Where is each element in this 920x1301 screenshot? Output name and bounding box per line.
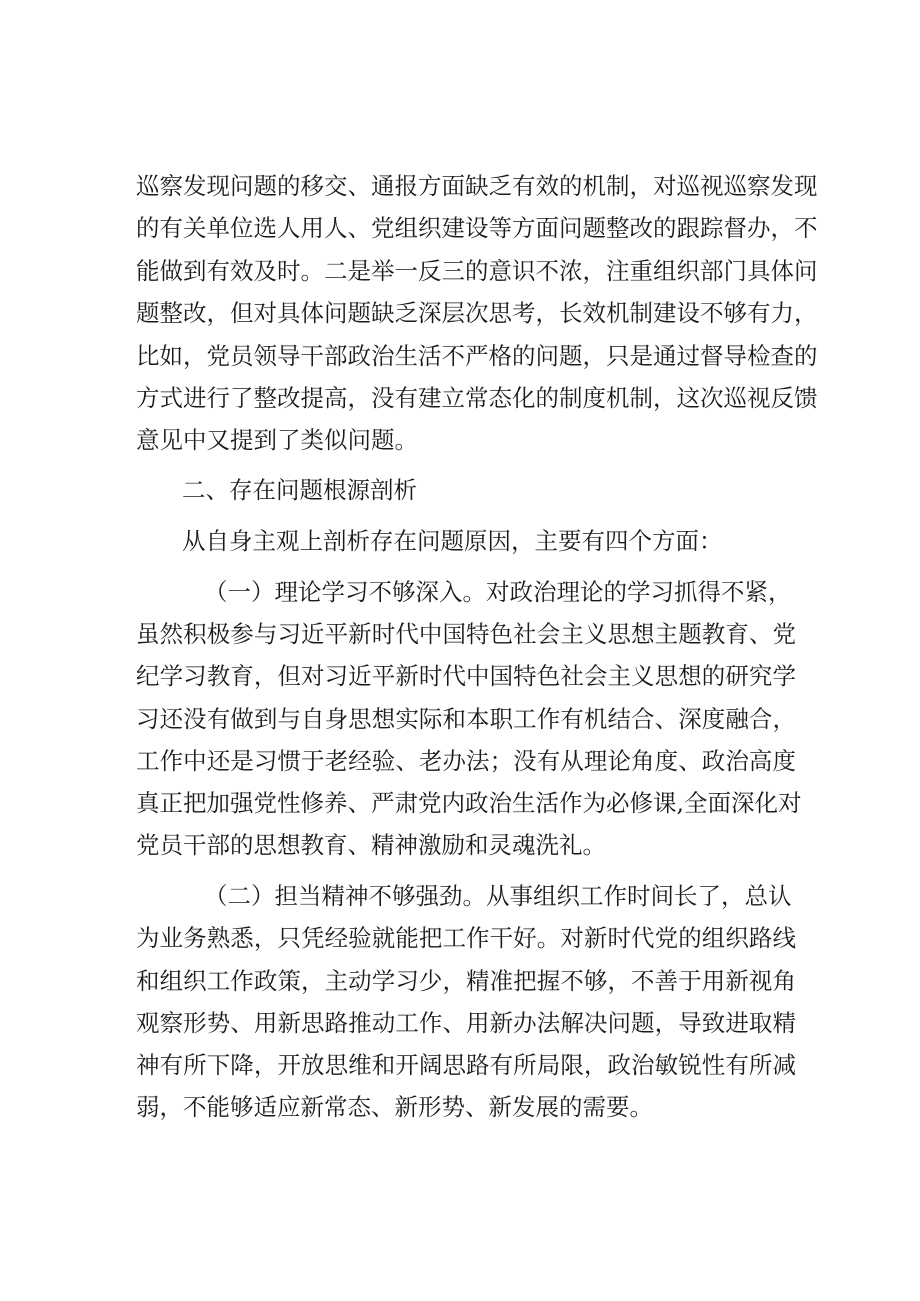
- paragraph-2-line-1: （一）理论学习不够深入。对政治理论的学习抓得不紧，: [204, 578, 792, 606]
- paragraph-3-line-5: 神有所下降，开放思维和开阔思路有所局限，政治敏锐性有所减: [136, 1051, 796, 1079]
- paragraph-2-line-6: 真正把加强党性修养、严肃党内政治生活作为必修课,全面深化对: [136, 789, 802, 817]
- paragraph-1-line-2: 的有关单位选人用人、党组织建设等方面问题整改的跟踪督办，不: [136, 214, 818, 242]
- paragraph-3-line-6: 弱，不能够适应新常态、新形势、新发展的需要。: [136, 1093, 653, 1121]
- paragraph-2-line-2: 虽然积极参与习近平新时代中国特色社会主义思想主题教育、党: [136, 620, 796, 648]
- paragraph-2-line-4: 习还没有做到与自身思想实际和本职工作有机结合、深度融合，: [136, 705, 796, 733]
- paragraph-2-line-5: 工作中还是习惯于老经验、老办法；没有从理论角度、政治高度: [136, 747, 796, 775]
- intro-text: 从自身主观上剖析存在问题原因，主要有四个方面：: [182, 527, 723, 555]
- paragraph-2-line-3: 纪学习教育，但对习近平新时代中国特色社会主义思想的研究学: [136, 662, 796, 690]
- paragraph-1-line-6: 方式进行了整改提高，没有建立常态化的制度机制，这次巡视反馈: [136, 384, 818, 412]
- paragraph-3-line-2: 为业务熟悉，只凭经验就能把工作干好。对新时代党的组织路线: [136, 924, 796, 952]
- paragraph-3-line-4: 观察形势、用新思路推动工作、用新办法解决问题，导致进取精: [136, 1009, 796, 1037]
- paragraph-3-line-3: 和组织工作政策，主动学习少，精准把握不够，不善于用新视角: [136, 967, 796, 995]
- paragraph-2-line-7: 党员干部的思想教育、精神激励和灵魂洗礼。: [136, 831, 606, 859]
- paragraph-1-line-1: 巡察发现问题的移交、通报方面缺乏有效的机制，对巡视巡察发现: [136, 172, 818, 200]
- paragraph-3-line-1: （二）担当精神不够强劲。从事组织工作时间长了，总认: [204, 882, 792, 910]
- paragraph-1-line-7: 意见中又提到了类似问题。: [136, 426, 418, 454]
- paragraph-1-line-4: 题整改，但对具体问题缺乏深层次思考，长效机制建设不够有力，: [136, 299, 818, 327]
- section-heading: 二、存在问题根源剖析: [182, 476, 417, 504]
- paragraph-1-line-3: 能做到有效及时。二是举一反三的意识不浓，注重组织部门具体问: [136, 257, 818, 285]
- paragraph-1-line-5: 比如，党员领导干部政治生活不严格的问题，只是通过督导检查的: [136, 342, 818, 370]
